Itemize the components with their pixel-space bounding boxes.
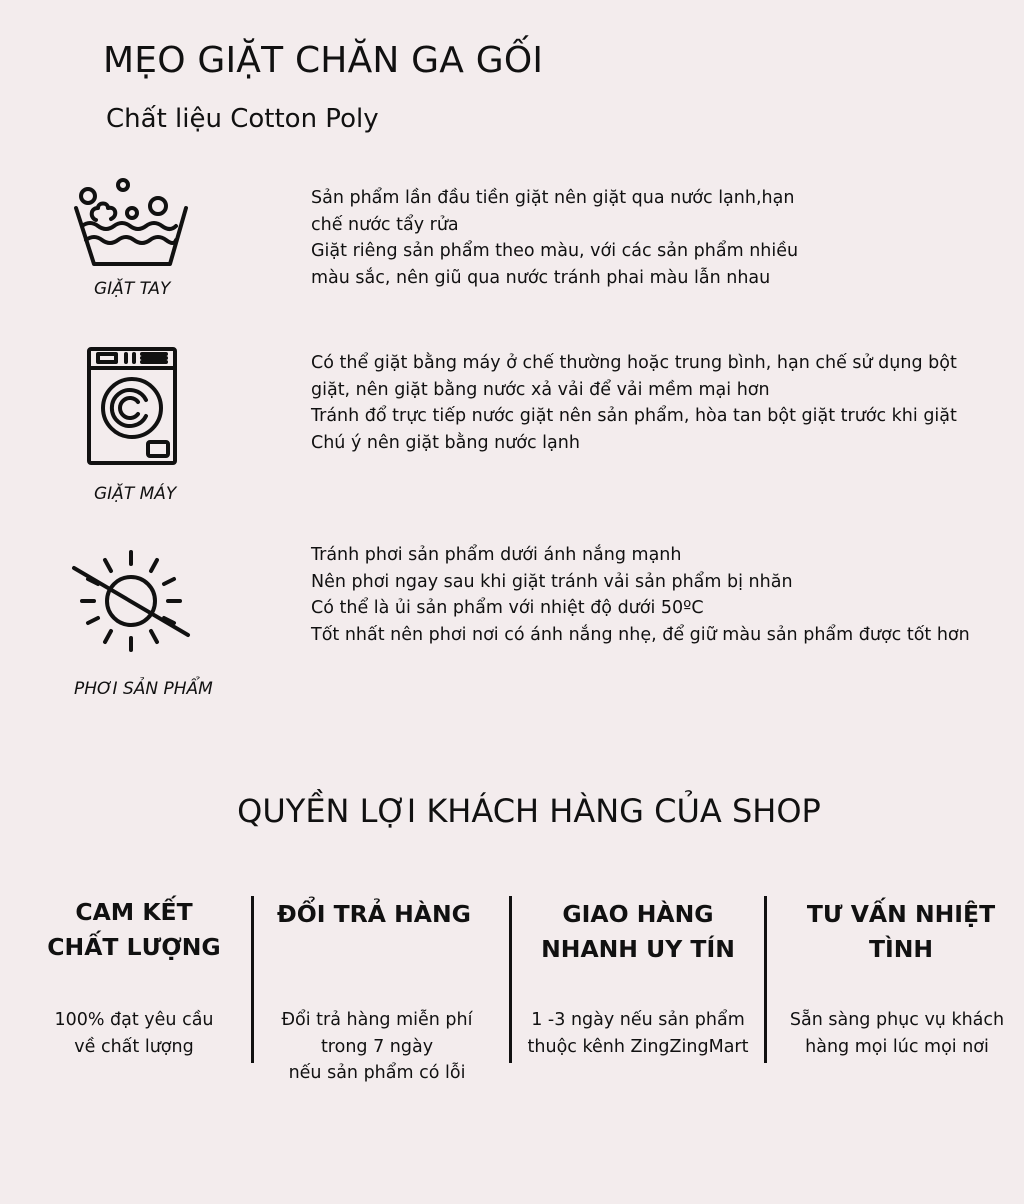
body-line: 100% đạt yêu cầu [54, 1010, 214, 1030]
heading-line: GIAO HÀNG [562, 900, 714, 928]
benefit-delivery-heading [513, 897, 763, 967]
heading-line: CHẤT LƯỢNG [47, 933, 221, 961]
benefit-quality-heading [14, 895, 254, 965]
drying-label: PHƠI SẢN PHẨM [74, 679, 213, 699]
page-subtitle: Chất liệu Cotton Poly [106, 104, 379, 134]
description-line: Nên phơi ngay sau khi giặt tránh vải sản phẩm bị nhăn [311, 571, 793, 592]
hand-wash-label: GIẶT TAY [94, 279, 171, 299]
benefit-return-heading [255, 897, 493, 932]
description-line: Tốt nhất nên phơi nơi có ánh nắng nhẹ, để giữ màu sản phẩm được tốt hơn [311, 624, 970, 645]
heading-line: ĐỔI TRẢ HÀNG [277, 900, 471, 928]
body-line: Đổi trả hàng miễn phí [281, 1010, 473, 1030]
body-line: 1 -3 ngày nếu sản phẩm [531, 1010, 745, 1030]
body-line: thuộc kênh ZingZingMart [527, 1036, 749, 1057]
hand-wash-description [311, 185, 798, 291]
description-line: Sản phẩm lần đầu tiền giặt nên giặt qua nước lạnh,hạn [311, 188, 795, 208]
description-line: giặt, nên giặt bằng nước xả vải để vải mềm mại hơn [311, 379, 770, 400]
body-line: Sẵn sàng phục vụ khách [789, 1010, 1005, 1030]
hand-wash-icon [70, 176, 190, 268]
heading-line: TƯ VẤN NHIỆT [806, 900, 996, 928]
heading-line: CAM KẾT [75, 898, 193, 926]
machine-wash-description [311, 350, 957, 456]
benefit-support-text [774, 1007, 1020, 1060]
body-line: nếu sản phẩm có lỗi [288, 1063, 466, 1083]
benefits-title: QUYỀN LỢI KHÁCH HÀNG CỦA SHOP [237, 792, 821, 830]
description-line: Chú ý nên giặt bằng nước lạnh [311, 432, 580, 453]
benefit-quality-text [14, 1007, 254, 1060]
benefit-support-heading [769, 897, 1024, 967]
body-line: về chất lượng [74, 1036, 194, 1057]
description-line: màu sắc, nên giũ qua nước tránh phai màu lẫn nhau [311, 267, 771, 288]
description-line: Giặt riêng sản phẩm theo màu, với các sản phẩm nhiều [311, 241, 799, 261]
description-line: chế nước tẩy rửa [311, 214, 459, 235]
drying-description [311, 542, 970, 648]
no-sun-icon [70, 548, 194, 652]
heading-line: TÌNH [868, 935, 934, 963]
heading-line: NHANH UY TÍN [541, 935, 735, 963]
description-line: Tránh phơi sản phẩm dưới ánh nắng mạnh [311, 545, 682, 565]
machine-wash-label: GIẶT MÁY [94, 484, 177, 504]
column-divider [251, 896, 254, 1063]
page-title: MẸO GIẶT CHĂN GA GỐI [103, 40, 544, 81]
body-line: hàng mọi lúc mọi nơi [805, 1036, 989, 1057]
description-line: Tránh đổ trực tiếp nước giặt nên sản phẩm, hòa tan bột giặt trước khi giặt [311, 406, 957, 426]
column-divider [764, 896, 767, 1063]
column-divider [509, 896, 512, 1063]
benefit-delivery-text [513, 1007, 763, 1060]
body-line: trong 7 ngày [320, 1036, 434, 1057]
benefit-return-text [258, 1007, 496, 1087]
description-line: Có thể giặt bằng máy ở chế thường hoặc trung bình, hạn chế sử dụng bột [311, 353, 957, 373]
washing-machine-icon [86, 346, 178, 466]
description-line: Có thể là ủi sản phẩm với nhiệt độ dưới 50ºC [311, 598, 704, 618]
